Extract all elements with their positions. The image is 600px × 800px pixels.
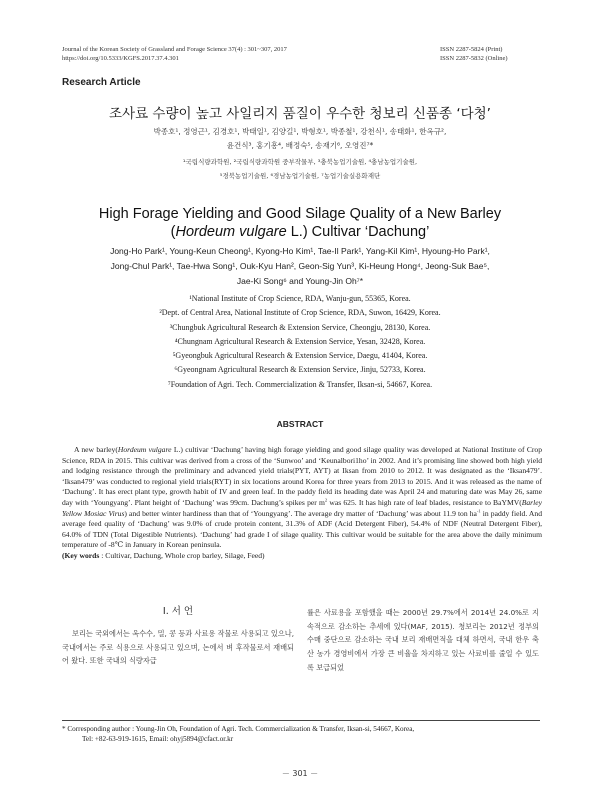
intro-left-column: 보리는 국외에서는 옥수수, 밀, 콩 등과 사료용 작물로 사용되고 있으나, 국내에서는 주로 식용으로 사용되고 있으며, 논에서 벼 후작물로서 재배되어 왔다. 또한 국내의 식량자급 <box>62 629 294 666</box>
english-title-line1: High Forage Yielding and Good Silage Quality of a New Barley <box>98 206 502 222</box>
english-authors-line2: Jong-Chul Park¹, Tae-Hwa Song¹, Ouk-Kyu Han², Geon-Sig Yun³, Ki-Heung Hong⁴, Jeong-Suk Bae⁵, <box>110 261 490 271</box>
issn-print: ISSN 2287-5824 (Print) <box>440 46 503 53</box>
contact-info: Tel: +82-63-919-1615, Email: ohyj5894@cfact.or.kr <box>82 735 234 743</box>
doi-link[interactable]: https://doi.org/10.5333/KGFS.2017.37.4.301 <box>62 55 179 62</box>
keywords: (Key words : Cultivar, Dachung, Whole crop barley, Silage, Feed) <box>62 550 265 560</box>
intro-right-column: 률은 사료용을 포함했을 때는 2000년 29.7%에서 2014년 24.0%로 지속적으로 감소하는 추세에 있다(MAF, 2015). 청보리는 2012년 정부의 수매 중단으로 감소하는 국내 보리 재배면적을 대체 하면서, 국내 한우 축산 농가 경영비에서 가장 큰 비율을 차지하고 있는 사료비를 줄일 수 있도록 보급되었 <box>307 608 539 672</box>
english-authors-line3: Jae-Ki Song⁶ and Young-Jin Oh⁷* <box>236 276 364 286</box>
affiliation-4: ⁴Chungnam Agricultural Research & Extension Service, Yesan, 32428, Korea. <box>174 337 426 346</box>
affiliation-5: ⁵Gyeongbuk Agricultural Research & Extension Service, Daegu, 41404, Korea. <box>172 351 428 360</box>
intro-heading: Ⅰ. 서 언 <box>162 606 194 617</box>
korean-affiliations-line2: ⁵경북농업기술원, ⁶경남농업기술원, ⁷농업기술실용화재단 <box>219 172 381 180</box>
affiliation-1: ¹National Institute of Crop Science, RDA, Wanju-gun, 55365, Korea. <box>189 294 411 303</box>
korean-title: 조사료 수량이 높고 사일리지 품질이 우수한 청보리 신품종 ‘다청’ <box>109 106 491 122</box>
corresponding-author: * Corresponding author : Young-Jin Oh, Foundation of Agri. Tech. Commercialization & Transfer, Iksan-si, 54667, Korea, <box>62 725 415 733</box>
affiliation-7: ⁷Foundation of Agri. Tech. Commercialization & Transfer, Iksan-si, 54667, Korea. <box>167 380 433 389</box>
affiliation-3: ³Chungbuk Agricultural Research & Extension Service, Cheongju, 28130, Korea. <box>169 323 431 332</box>
footnote-divider <box>62 720 540 721</box>
journal-citation: Journal of the Korean Society of Grassland and Forage Science 37(4) : 301~307, 2017 <box>62 46 287 53</box>
article-type: Research Article <box>62 77 141 88</box>
english-title-line2: (Hordeum vulgare L.) Cultivar ‘Dachung’ <box>170 224 430 240</box>
korean-authors-line1: 박종호¹, 정영근¹, 김경호¹, 박태일¹, 김양길¹, 박형호¹, 박종철¹, 강천식¹, 송태화¹, 한옥규², <box>153 127 447 136</box>
abstract-heading: ABSTRACT <box>276 419 324 429</box>
korean-authors-line2: 윤건식³, 홍기흥⁴, 배정숙⁵, 송재기⁶, 오영진⁷* <box>226 141 374 150</box>
species-name: Hordeum vulgare <box>175 224 287 240</box>
affiliation-2: ²Dept. of Central Area, National Institute of Crop Science, RDA, Suwon, 16429, Korea. <box>159 308 441 317</box>
abstract-body: A new barley(Hordeum vulgare L.) cultivar ‘Dachung’ having high forage yielding and good silage quality was developed at National Institute of Crop Science, RDA in 2015. This cultivar was derived from a cross of the ‘Sunwoo’ and ‘Keunalbori1ho’ in 2002. And it’s promising line showed both high yield and lodging resistance through the preliminary and advanced yield trials(PYT, AYT) at Iksan from 2010 to 2012. It was designated as the ‘Iksan479’. ‘Iksan479’ was conducted to regional yield trials(RYT) in six locations around Korea for three years from 2013 to 2015. And it was released as the name of ‘Dachung’. It has erect plant type, growth habit of IV and green leaf. In the paddy field its heading date was April 24 and maturing date was May 26, same day with ‘Youngyang’. Plant height of ‘Dachung’ was 99cm. Dachung’s spikes per $m^2$ was 625. It has high rate of leaf blades, resistance to BaYMV(Barley Yellow Mosiac Virus) and better winter hardiness than that of ‘Youngyang’. The average dry matter of ‘Dachung’ was about 11.9 ton $ha^{-1}$ in paddy field. And average feed quality of ‘Dachung’ was 9.0% of crude protein content, 31.3% of ADF (Acid Detergent Fiber), 54.4% of NDF (Neutral Detergent Fiber), 64.0% of TDN (Total Digestible Nutrients). ‘Dachung’ had grade I of silage quality. This cultivar would be suitable for the area above the daily minimum temperature of -8℃ in January in Korean peninsula. (Key words : Cultivar, Dachung, Whole crop barley, Silage, Feed) <box>62 445 543 560</box>
korean-affiliations-line1: ¹국립식량과학원, ²국립식량과학원 중부작물부, ³충북농업기술원, ⁴충남농업기술원, <box>182 158 418 166</box>
issn-online: ISSN 2287-5832 (Online) <box>440 55 508 62</box>
page-number: － 301 － <box>281 769 319 778</box>
affiliation-6: ⁶Gyeongnam Agricultural Research & Extension Service, Jinju, 52733, Korea. <box>174 365 426 374</box>
english-authors-line1: Jong-Ho Park¹, Young-Keun Cheong¹, Kyong-Ho Kim¹, Tae-Il Park¹, Yang-Kil Kim¹, Hyoung-Ho Park¹, <box>110 246 490 256</box>
